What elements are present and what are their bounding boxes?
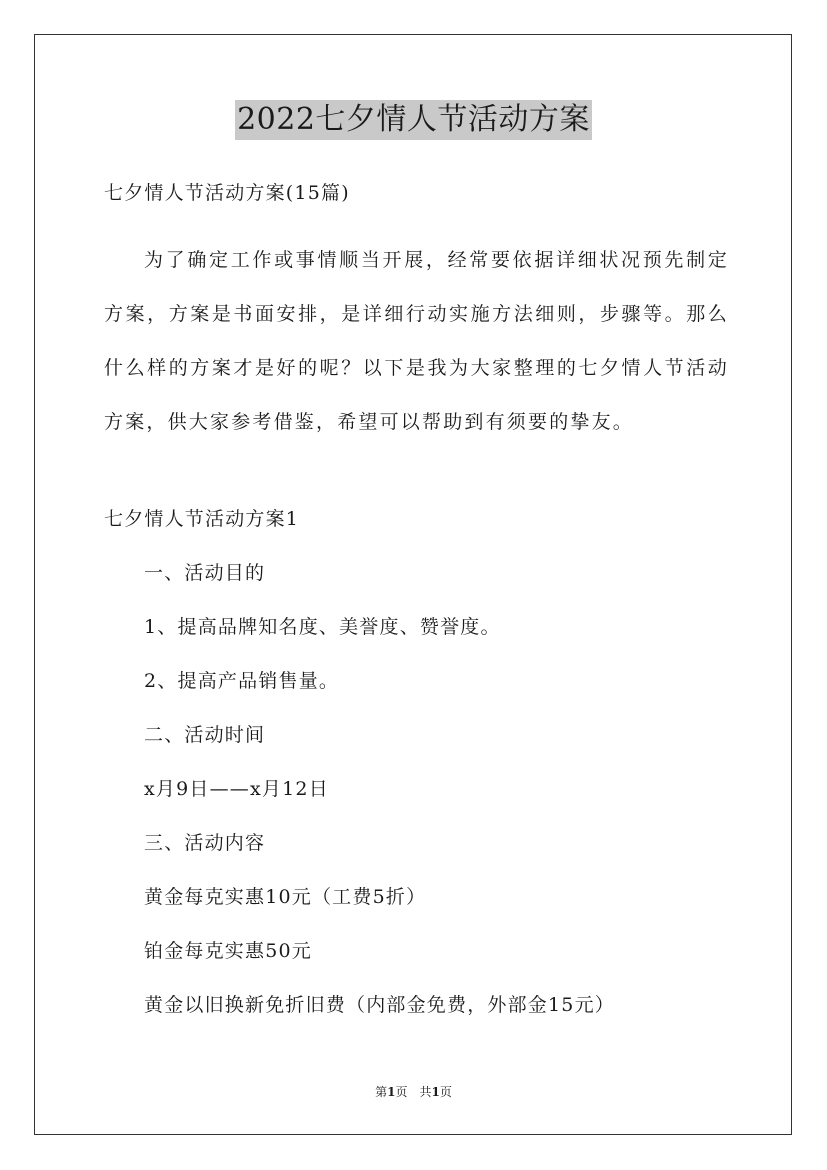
content-item-trade-in: 黄金以旧换新免折旧费（内部金免费，外部金15元） xyxy=(144,994,615,1016)
document-title: 2022七夕情人节活动方案 xyxy=(235,100,592,140)
activity-dates: x月9日——x月12日 xyxy=(144,778,329,800)
footer-page-total: 1 xyxy=(431,1085,440,1099)
footer-page-number: 1 xyxy=(387,1085,396,1099)
page-footer xyxy=(0,1084,827,1100)
title-wrap xyxy=(0,100,827,140)
goal-item-2: 2、提高产品销售量。 xyxy=(144,670,340,692)
document-subtitle: 七夕情人节活动方案(15篇) xyxy=(104,182,350,204)
heading-activity-time: 二、活动时间 xyxy=(144,724,266,746)
footer-page-mid: 页 共 xyxy=(395,1085,432,1099)
footer-page-prefix: 第 xyxy=(375,1085,388,1099)
intro-paragraph: 为了确定工作或事情顺当开展，经常要依据详细状况预先制定方案，方案是书面安排，是详细行动实施方法细则，步骤等。那么什么样的方案才是好的呢？以下是我为大家整理的七夕情人节活动方案，供大家参考借鉴，希望可以帮助到有须要的挚友。 xyxy=(104,249,729,433)
section-heading: 七夕情人节活动方案1 xyxy=(104,508,300,530)
content-item-gold: 黄金每克实惠10元（工费5折） xyxy=(144,886,427,908)
footer-page-suffix: 页 xyxy=(439,1085,452,1099)
content-item-platinum: 铂金每克实惠50元 xyxy=(144,940,312,962)
goal-item-1: 1、提高品牌知名度、美誉度、赞誉度。 xyxy=(144,616,501,638)
heading-activity-content: 三、活动内容 xyxy=(144,832,266,854)
heading-activity-goal: 一、活动目的 xyxy=(144,562,266,584)
